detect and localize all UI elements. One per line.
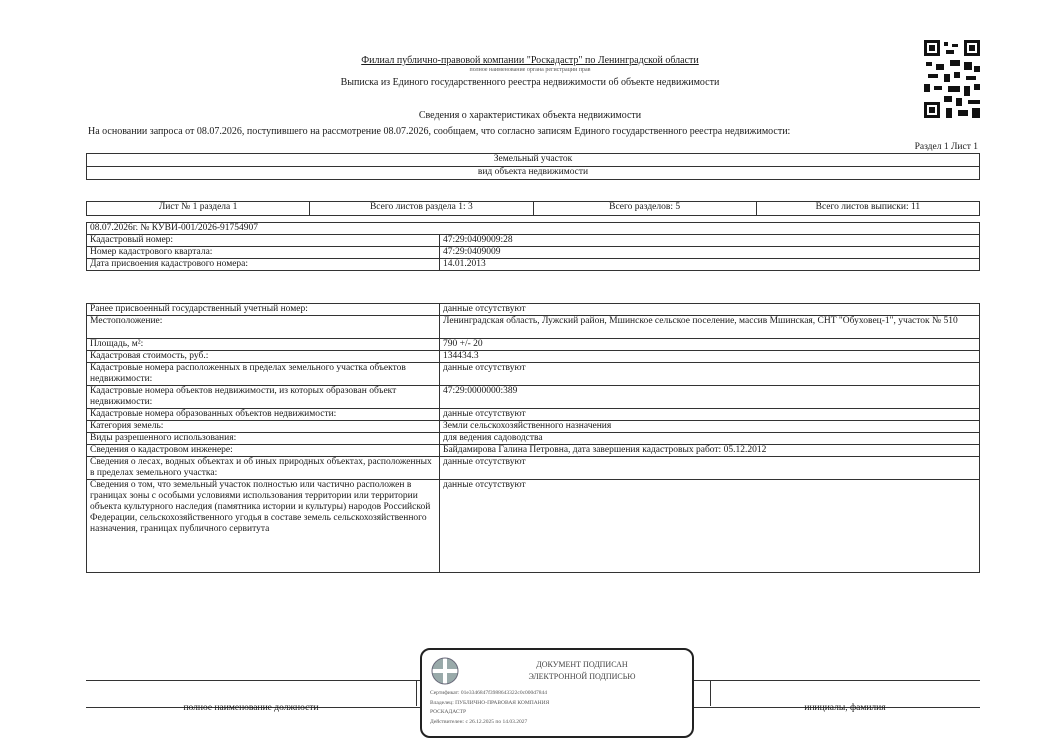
field-label: Кадастровые номера расположенных в пределах земельного участка объектов недвижимости: [87, 363, 440, 386]
field-value: 790 +/- 20 [440, 339, 980, 351]
sheet-label: Лист № 1 раздела 1 [87, 202, 310, 216]
field-value: данные отсутствуют [440, 304, 980, 316]
field-value: Байдамирова Галина Петровна, дата завершения кадастровых работ: 05.12.2012 [440, 445, 980, 457]
stamp-owner: Владелец: ПУБЛИЧНО-ПРАВОВАЯ КОМПАНИЯ [430, 700, 550, 706]
table-row [87, 351, 980, 363]
table-row [87, 259, 980, 271]
table-row [87, 480, 980, 573]
organization-name: Филиал публично-правовой компании "Роскадастр" по Ленинградской области [361, 55, 699, 66]
sheet-info-table [86, 201, 980, 216]
table-row [87, 386, 980, 409]
request-basis: На основании запроса от 08.07.2026, поступившего на рассмотрение 08.07.2026, сообщаем, что согласно записям Единого государственного реестра недвижимости: [88, 126, 791, 137]
table-row [87, 247, 980, 259]
electronic-signature-stamp [420, 648, 694, 738]
field-label: Сведения о том, что земельный участок полностью или частично расположен в границах зоны с особыми условиями использования территории или территории объекта культурного наследия (памятника истории и культуры) народов Российской Федерации, сельскохозяйственного угодья в составе земель сельскохозяйственного назначения, границах публичного сервитута [87, 480, 440, 573]
field-label: Категория земель: [87, 421, 440, 433]
section-title: Сведения о характеристиках объекта недвижимости [418, 110, 642, 121]
table-row [87, 339, 980, 351]
field-label: Кадастровый номер: [87, 235, 440, 247]
field-label: Ранее присвоенный государственный учетный номер: [87, 304, 440, 316]
field-label: Кадастровые номера объектов недвижимости, из которых образован объект недвижимости: [87, 386, 440, 409]
divider [416, 680, 417, 706]
field-label: Кадастровые номера образованных объектов недвижимости: [87, 409, 440, 421]
field-value: данные отсутствуют [440, 363, 980, 386]
table-row [87, 316, 980, 339]
record-number: 08.07.2026г. № КУВИ-001/2026-91754907 [87, 223, 980, 235]
table-row [87, 409, 980, 421]
stamp-validity: Действителен: с 26.12.2025 по 14.03.2027 [430, 719, 528, 725]
field-value: 14.01.2013 [440, 259, 980, 271]
stamp-certificate: Сертификат: 01e3346847f3988643322c0c000d7844 [430, 690, 548, 696]
table-row [87, 304, 980, 316]
organization-caption: полное наименование органа регистрации прав [469, 67, 591, 73]
field-label: Дата присвоения кадастрового номера: [87, 259, 440, 271]
field-label: Местоположение: [87, 316, 440, 339]
section-sheet-label: Раздел 1 Лист 1 [914, 142, 978, 152]
field-value: Ленинградская область, Лужский район, Мшинское сельское поселение, массив Мшинская, СНТ "Обуховец-1", участок № 510 [440, 316, 980, 339]
field-label: Виды разрешенного использования: [87, 433, 440, 445]
total-sections: Всего разделов: 5 [533, 202, 756, 216]
field-label: Площадь, м²: [87, 339, 440, 351]
stamp-owner-2: РОСКАДАСТР [430, 709, 467, 715]
stamp-title: ДОКУМЕНТ ПОДПИСАН [536, 660, 628, 669]
name-caption: инициалы, фамилия [804, 703, 886, 713]
position-caption: полное наименование должности [183, 703, 319, 713]
table-row [87, 457, 980, 480]
object-type: Земельный участок [87, 154, 980, 167]
total-sheets-extract: Всего листов выписки: 11 [756, 202, 979, 216]
field-value: данные отсутствуют [440, 409, 980, 421]
field-value: для ведения садоводства [440, 433, 980, 445]
details-table [86, 303, 980, 573]
field-value: данные отсутствуют [440, 480, 980, 573]
stamp-subtitle: ЭЛЕКТРОННОЙ ПОДПИСЬЮ [528, 672, 636, 681]
field-value: 47:29:0409009:28 [440, 235, 980, 247]
table-row [87, 433, 980, 445]
document-title: Выписка из Единого государственного реестра недвижимости об объекте недвижимости [340, 77, 720, 88]
field-label: Номер кадастрового квартала: [87, 247, 440, 259]
field-value: 134434.3 [440, 351, 980, 363]
table-row [87, 421, 980, 433]
field-value: 47:29:0000000:389 [440, 386, 980, 409]
total-sheets-section: Всего листов раздела 1: 3 [310, 202, 533, 216]
object-type-table [86, 153, 980, 180]
field-label: Сведения о лесах, водных объектах и об иных природных объектах, расположенных в пределах земельного участка: [87, 457, 440, 480]
table-row [87, 363, 980, 386]
qr-code-icon [924, 40, 980, 124]
field-label: Кадастровая стоимость, руб.: [87, 351, 440, 363]
field-value: Земли сельскохозяйственного назначения [440, 421, 980, 433]
roskadastr-emblem-icon [430, 656, 460, 686]
field-value: 47:29:0409009 [440, 247, 980, 259]
record-table [86, 222, 980, 271]
field-value: данные отсутствуют [440, 457, 980, 480]
field-label: Сведения о кадастровом инженере: [87, 445, 440, 457]
object-type-caption: вид объекта недвижимости [87, 167, 980, 180]
table-row [87, 445, 980, 457]
table-row [87, 235, 980, 247]
